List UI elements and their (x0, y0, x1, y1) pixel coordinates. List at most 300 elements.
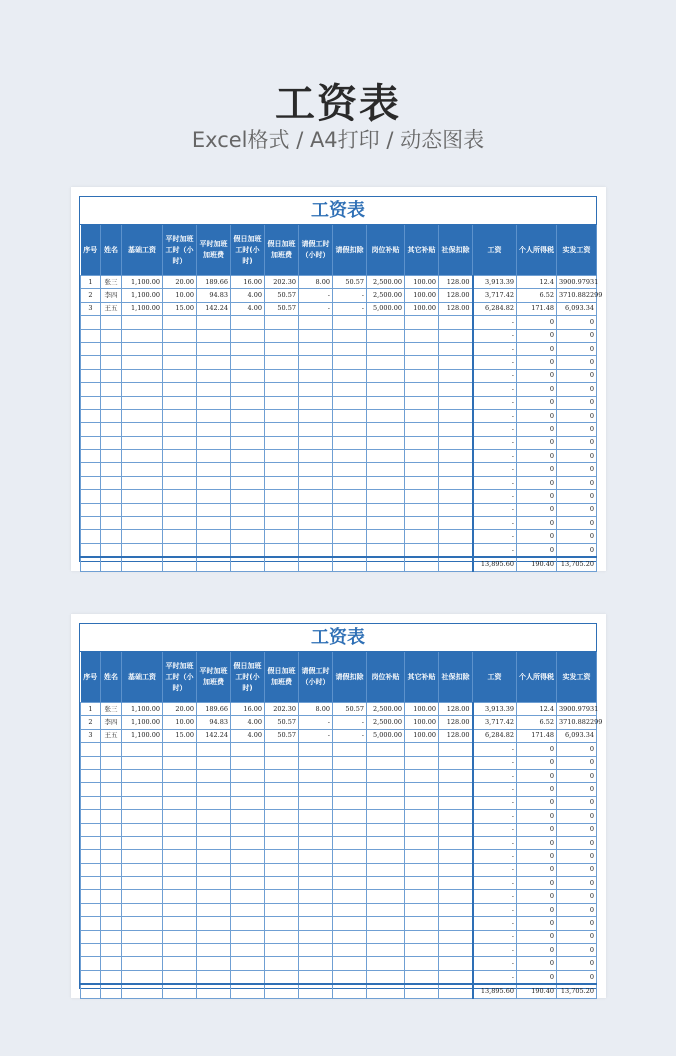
table-cell: 6,284.82 (473, 729, 517, 742)
table-cell (163, 743, 197, 756)
table-cell (231, 342, 265, 355)
table-cell (367, 356, 405, 369)
table-cell (122, 490, 163, 503)
table-row (81, 716, 597, 729)
table-cell: 2,500.00 (367, 703, 405, 716)
table-cell (122, 944, 163, 957)
table-cell (231, 823, 265, 836)
table-cell: 1,100.00 (122, 703, 163, 716)
table-cell (333, 796, 367, 809)
table-cell (197, 783, 231, 796)
table-cell (367, 557, 405, 571)
table-cell: - (299, 302, 333, 315)
table-cell (163, 917, 197, 930)
table-cell (265, 423, 299, 436)
table-cell (439, 517, 473, 530)
table-cell (231, 463, 265, 476)
table-cell (163, 850, 197, 863)
table-cell: 128.00 (439, 302, 473, 315)
table-cell (439, 490, 473, 503)
column-header: 个人所得税 (517, 225, 557, 276)
table-cell (122, 383, 163, 396)
empty-row (81, 450, 597, 463)
table-cell (81, 450, 101, 463)
table-cell: 0 (557, 863, 597, 876)
table-cell: - (473, 903, 517, 916)
table-cell (405, 356, 439, 369)
table-cell: 0 (517, 383, 557, 396)
table-cell (333, 342, 367, 355)
table-cell (122, 530, 163, 543)
table-cell (333, 823, 367, 836)
table-cell: 13,705.20 (557, 557, 597, 571)
column-header: 其它补贴 (405, 225, 439, 276)
table-cell (122, 850, 163, 863)
table-cell: 张三 (101, 703, 122, 716)
table-cell (197, 756, 231, 769)
table-cell (122, 930, 163, 943)
sheet-frame (79, 196, 603, 568)
table-cell (265, 984, 299, 998)
table-cell (81, 917, 101, 930)
table-cell (405, 503, 439, 516)
table-cell (101, 903, 122, 916)
table-cell (333, 543, 367, 557)
table-cell: 202.30 (265, 703, 299, 716)
table-cell (101, 930, 122, 943)
table-cell (197, 877, 231, 890)
table-cell (122, 369, 163, 382)
table-cell (231, 769, 265, 782)
table-cell (163, 476, 197, 489)
empty-row (81, 756, 597, 769)
table-cell: 0 (517, 543, 557, 557)
table-cell (197, 836, 231, 849)
table-cell: 0 (557, 743, 597, 756)
table-cell (122, 396, 163, 409)
table-cell (163, 877, 197, 890)
table-cell (122, 756, 163, 769)
table-cell (197, 356, 231, 369)
table-cell (333, 984, 367, 998)
table-cell: 0 (557, 329, 597, 342)
table-cell: 50.57 (265, 729, 299, 742)
table-cell: 0 (517, 944, 557, 957)
table-cell (81, 823, 101, 836)
table-cell: - (473, 530, 517, 543)
table-cell (405, 890, 439, 903)
table-cell (163, 409, 197, 422)
table-cell (299, 557, 333, 571)
table-cell: 0 (557, 450, 597, 463)
table-cell (333, 783, 367, 796)
table-cell (299, 409, 333, 422)
table-cell: 10.00 (163, 289, 197, 302)
table-cell (231, 557, 265, 571)
table-cell (231, 863, 265, 876)
table-cell (265, 396, 299, 409)
table-cell (231, 476, 265, 489)
table-cell: - (473, 356, 517, 369)
table-row (81, 703, 597, 716)
table-cell (333, 743, 367, 756)
table-cell (197, 530, 231, 543)
table-cell (265, 490, 299, 503)
table-cell: 50.57 (265, 289, 299, 302)
table-cell: - (473, 543, 517, 557)
table-cell (101, 503, 122, 516)
table-cell (81, 957, 101, 970)
table-cell: 189.66 (197, 276, 231, 289)
table-cell (405, 342, 439, 355)
table-cell (122, 423, 163, 436)
table-cell (367, 836, 405, 849)
table-cell (197, 917, 231, 930)
table-cell (101, 557, 122, 571)
table-cell: 0 (557, 543, 597, 557)
empty-row (81, 796, 597, 809)
table-cell (405, 530, 439, 543)
table-cell: 3710.882299 (557, 289, 597, 302)
table-cell (81, 756, 101, 769)
column-header: 岗位补贴 (367, 652, 405, 703)
table-cell (405, 810, 439, 823)
empty-row (81, 396, 597, 409)
empty-row (81, 329, 597, 342)
table-cell (101, 342, 122, 355)
table-cell (81, 970, 101, 984)
table-cell (231, 369, 265, 382)
table-cell (299, 769, 333, 782)
table-cell (197, 769, 231, 782)
empty-row (81, 957, 597, 970)
empty-row (81, 810, 597, 823)
table-cell: 0 (557, 783, 597, 796)
table-cell (101, 329, 122, 342)
table-cell (299, 476, 333, 489)
table-cell (265, 769, 299, 782)
table-cell: - (473, 836, 517, 849)
table-cell (122, 823, 163, 836)
table-cell: 0 (517, 917, 557, 930)
table-cell (122, 503, 163, 516)
table-cell (122, 436, 163, 449)
table-cell: 2 (81, 716, 101, 729)
column-header: 其它补贴 (405, 652, 439, 703)
table-cell: - (473, 890, 517, 903)
table-cell: - (473, 823, 517, 836)
table-cell: 王五 (101, 729, 122, 742)
table-cell (81, 984, 101, 998)
table-cell (163, 383, 197, 396)
table-cell (101, 543, 122, 557)
table-cell: 李四 (101, 716, 122, 729)
table-cell (299, 543, 333, 557)
table-cell (231, 423, 265, 436)
table-cell: 2 (81, 289, 101, 302)
table-cell (405, 476, 439, 489)
table-cell (367, 944, 405, 957)
table-cell: - (473, 743, 517, 756)
table-cell (439, 409, 473, 422)
table-cell (101, 917, 122, 930)
table-cell (163, 342, 197, 355)
table-cell (231, 970, 265, 984)
table-cell (163, 796, 197, 809)
table-cell (439, 543, 473, 557)
table-cell (197, 796, 231, 809)
table-cell (299, 756, 333, 769)
empty-row (81, 769, 597, 782)
table-cell (439, 836, 473, 849)
table-cell (231, 917, 265, 930)
table-cell (333, 396, 367, 409)
table-cell (122, 836, 163, 849)
table-cell (265, 356, 299, 369)
sheet-title: 工资表 (80, 197, 596, 225)
table-cell: 0 (557, 423, 597, 436)
column-header: 假日加班加班费 (265, 652, 299, 703)
table-cell (101, 490, 122, 503)
table-cell (163, 316, 197, 329)
table-cell (405, 369, 439, 382)
table-cell (439, 503, 473, 516)
table-cell (122, 917, 163, 930)
column-header: 岗位补贴 (367, 225, 405, 276)
table-cell (405, 756, 439, 769)
table-cell (333, 903, 367, 916)
table-cell (81, 436, 101, 449)
table-cell (265, 316, 299, 329)
table-cell: 2,500.00 (367, 716, 405, 729)
table-cell (163, 503, 197, 516)
table-cell: 0 (517, 823, 557, 836)
table-cell (122, 796, 163, 809)
table-cell (439, 476, 473, 489)
table-cell (299, 743, 333, 756)
table-cell (367, 342, 405, 355)
table-cell (163, 903, 197, 916)
table-cell (405, 543, 439, 557)
table-cell: 0 (517, 329, 557, 342)
table-cell (81, 877, 101, 890)
table-cell (122, 316, 163, 329)
table-cell (231, 543, 265, 557)
table-cell (439, 783, 473, 796)
table-cell (101, 463, 122, 476)
table-cell (163, 517, 197, 530)
table-cell (333, 503, 367, 516)
sheet-title: 工资表 (80, 624, 596, 652)
table-cell: - (473, 329, 517, 342)
table-cell (439, 970, 473, 984)
column-header: 姓名 (101, 652, 122, 703)
table-cell (405, 877, 439, 890)
table-cell (231, 436, 265, 449)
table-cell (81, 396, 101, 409)
table-cell (405, 930, 439, 943)
table-cell (265, 836, 299, 849)
empty-row (81, 823, 597, 836)
table-cell (265, 530, 299, 543)
table-cell (163, 530, 197, 543)
table-cell (265, 903, 299, 916)
table-cell: 0 (517, 903, 557, 916)
table-cell: 100.00 (405, 729, 439, 742)
table-cell (81, 530, 101, 543)
table-cell: 0 (557, 356, 597, 369)
table-cell: 5,000.00 (367, 302, 405, 315)
table-cell (197, 342, 231, 355)
table-cell (333, 756, 367, 769)
table-cell (333, 356, 367, 369)
table-cell (122, 450, 163, 463)
table-cell (367, 409, 405, 422)
table-cell (333, 970, 367, 984)
table-cell (163, 396, 197, 409)
table-cell (333, 369, 367, 382)
column-header: 实发工资 (557, 652, 597, 703)
table-cell (231, 409, 265, 422)
table-cell (231, 783, 265, 796)
table-cell (101, 957, 122, 970)
table-cell: 1 (81, 276, 101, 289)
empty-row (81, 930, 597, 943)
table-cell (197, 944, 231, 957)
table-cell: 50.57 (265, 716, 299, 729)
table-cell: 0 (517, 423, 557, 436)
table-cell: 12.4 (517, 703, 557, 716)
table-cell: 0 (557, 796, 597, 809)
empty-row (81, 836, 597, 849)
table-cell: 20.00 (163, 703, 197, 716)
table-cell: 189.66 (197, 703, 231, 716)
table-cell (163, 970, 197, 984)
table-cell: - (473, 930, 517, 943)
table-cell: 0 (517, 970, 557, 984)
table-cell (197, 903, 231, 916)
table-cell (405, 957, 439, 970)
table-cell: 0 (517, 796, 557, 809)
table-cell: 3,913.39 (473, 276, 517, 289)
table-cell: 0 (517, 769, 557, 782)
table-cell (231, 383, 265, 396)
table-cell: 王五 (101, 302, 122, 315)
table-cell (299, 423, 333, 436)
table-cell: - (473, 409, 517, 422)
table-cell: 6,284.82 (473, 302, 517, 315)
table-cell: 0 (517, 530, 557, 543)
table-cell: 0 (557, 877, 597, 890)
empty-row (81, 970, 597, 984)
table-cell: 4.00 (231, 729, 265, 742)
table-cell (101, 356, 122, 369)
table-cell (197, 329, 231, 342)
table-cell: 6,093.34 (557, 302, 597, 315)
empty-row (81, 530, 597, 543)
table-cell (439, 329, 473, 342)
table-cell (163, 863, 197, 876)
column-header: 平时加班工时（小时） (163, 652, 197, 703)
table-cell (197, 890, 231, 903)
table-cell (81, 930, 101, 943)
table-cell: 0 (517, 490, 557, 503)
table-cell (299, 530, 333, 543)
table-cell (439, 890, 473, 903)
table-cell: - (473, 396, 517, 409)
table-cell: - (473, 863, 517, 876)
table-cell: 0 (557, 810, 597, 823)
table-cell: 0 (557, 503, 597, 516)
table-cell (405, 796, 439, 809)
table-cell (197, 409, 231, 422)
table-cell (197, 383, 231, 396)
column-header: 平时加班加班费 (197, 225, 231, 276)
table-cell (439, 396, 473, 409)
table-cell (163, 423, 197, 436)
table-cell (333, 917, 367, 930)
table-cell: 0 (517, 316, 557, 329)
table-cell (163, 836, 197, 849)
table-cell (197, 369, 231, 382)
table-cell (405, 783, 439, 796)
table-cell (367, 863, 405, 876)
table-cell (299, 810, 333, 823)
table-cell: - (473, 463, 517, 476)
table-cell: - (473, 423, 517, 436)
table-cell: 0 (517, 503, 557, 516)
table-cell: 128.00 (439, 289, 473, 302)
table-cell: - (473, 810, 517, 823)
table-cell: 171.48 (517, 729, 557, 742)
table-cell (122, 783, 163, 796)
table-cell: 12.4 (517, 276, 557, 289)
table-cell (367, 396, 405, 409)
table-cell (405, 850, 439, 863)
table-cell (405, 984, 439, 998)
column-header: 工资 (473, 225, 517, 276)
table-cell (367, 543, 405, 557)
table-cell (367, 316, 405, 329)
sheet-preview-2 (71, 614, 606, 998)
table-cell (439, 917, 473, 930)
table-cell: 0 (557, 970, 597, 984)
table-cell (367, 476, 405, 489)
table-cell (367, 877, 405, 890)
table-cell: 100.00 (405, 716, 439, 729)
table-cell: 2,500.00 (367, 289, 405, 302)
table-cell (81, 423, 101, 436)
table-cell (439, 743, 473, 756)
table-cell: 李四 (101, 289, 122, 302)
table-cell: 1,100.00 (122, 289, 163, 302)
table-cell (299, 517, 333, 530)
table-cell (405, 463, 439, 476)
table-cell (265, 450, 299, 463)
table-cell: 3,913.39 (473, 703, 517, 716)
table-cell (367, 796, 405, 809)
table-cell: 50.57 (333, 276, 367, 289)
table-cell (265, 409, 299, 422)
column-header: 平时加班工时（小时） (163, 225, 197, 276)
table-cell (197, 863, 231, 876)
column-header: 实发工资 (557, 225, 597, 276)
table-cell: 0 (517, 463, 557, 476)
table-cell (163, 823, 197, 836)
table-cell (197, 743, 231, 756)
table-cell (197, 436, 231, 449)
column-header: 请假扣除 (333, 225, 367, 276)
